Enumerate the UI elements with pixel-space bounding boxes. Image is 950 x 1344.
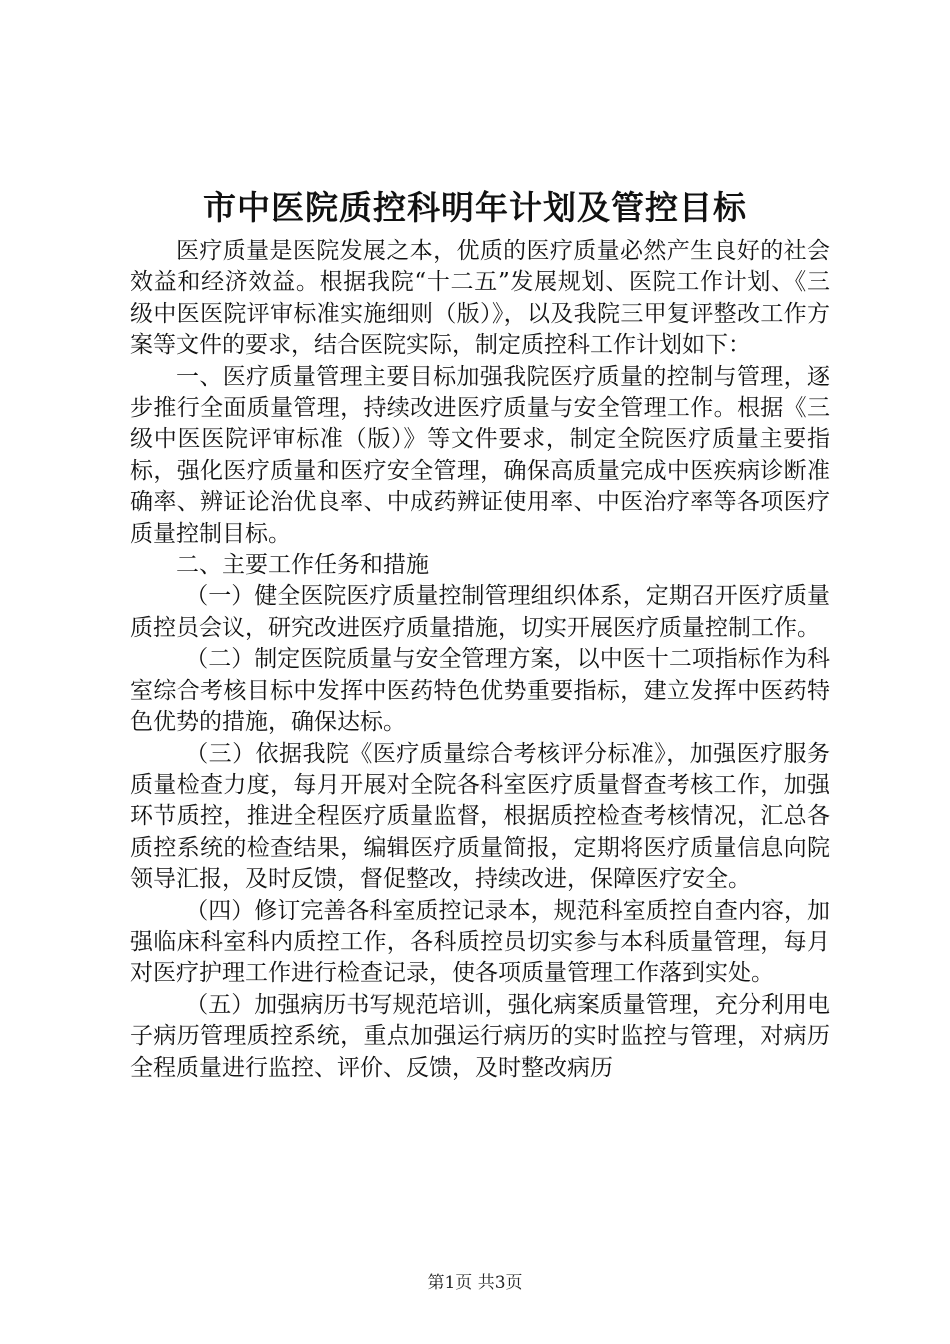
item-3-paragraph: （三）依据我院《医疗质量综合考核评分标准》，加强医疗服务质量检查力度，每月开展对全院各科室医疗质量督查考核工作，加强环节质控，推进全程医疗质量监督，根据质控检查考核情况，汇总各质控系统的检查结果，编辑医疗质量简报，定期将医疗质量信息向院领导汇报，及时反馈，督促整改，持续改进，保障医疗安全。 — [130, 740, 830, 893]
section-2-heading: 二、主要工作任务和措施 — [176, 552, 429, 579]
item-5-paragraph: （五）加强病历书写规范培训，强化病案质量管理，充分利用电子病历管理质控系统，重点加强运行病历的实时监控与管理，对病历全程质量进行监控、评价、反馈，及时整改病历 — [130, 991, 830, 1081]
section-1-paragraph: 一、医疗质量管理主要目标加强我院医疗质量的控制与管理，逐步推行全面质量管理，持续改进医疗质量与安全管理工作。根据《三级中医医院评审标准（版）》等文件要求，制定全院医疗质量主要指标，强化医疗质量和医疗安全管理，确保高质量完成中医疾病诊断准确率、辨证论治优良率、中成药辨证使用率、中医治疗率等各项医疗质量控制目标。 — [130, 363, 830, 547]
item-4-paragraph: （四）修订完善各科室质控记录本，规范科室质控自查内容，加强临床科室科内质控工作，各科质控员切实参与本科质量管理，每月对医疗护理工作进行检查记录，使各项质量管理工作落到实处。 — [130, 897, 830, 987]
document-body — [130, 236, 830, 1084]
page-footer: 第1页 共3页 — [427, 1273, 523, 1293]
item-1-paragraph: （一）健全医院医疗质量控制管理组织体系，定期召开医疗质量质控员会议，研究改进医疗质量措施，切实开展医疗质量控制工作。 — [130, 583, 830, 641]
item-2-paragraph: （二）制定医院质量与安全管理方案，以中医十二项指标作为科室综合考核目标中发挥中医药特色优势重要指标，建立发挥中医药特色优势的措施，确保达标。 — [130, 646, 830, 736]
intro-paragraph: 医疗质量是医院发展之本，优质的医疗质量必然产生良好的社会效益和经济效益。根据我院“十二五”发展规划、医院工作计划、《三级中医医院评审标准实施细则（版）》，以及我院三甲复评整改工作方案等文件的要求，结合医院实际，制定质控科工作计划如下： — [130, 238, 830, 359]
document-title: 市中医院质控科明年计划及管控目标 — [203, 188, 747, 227]
